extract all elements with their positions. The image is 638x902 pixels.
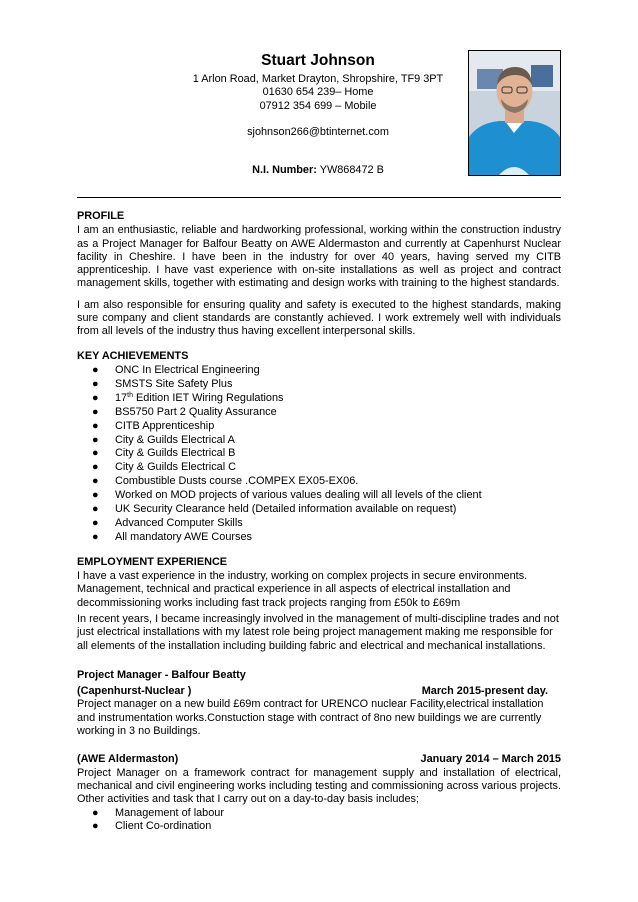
bullet-icon: ● <box>92 419 99 432</box>
job1-site: (Capenhurst-Nuclear ) <box>77 685 192 698</box>
profile-photo-image <box>469 51 560 175</box>
bullet-icon: ● <box>92 530 99 543</box>
list-item-text: Management of labour <box>115 806 224 819</box>
job1-header <box>77 685 561 698</box>
list-item <box>77 364 561 378</box>
achievements-heading: KEY ACHIEVEMENTS <box>77 349 189 362</box>
list-item <box>77 378 561 392</box>
bullet-icon: ● <box>92 405 99 418</box>
list-item-text: Edition IET Wiring Regulations <box>132 391 284 404</box>
phone-home: 01630 654 239– Home <box>262 86 374 99</box>
list-item <box>77 461 561 475</box>
employment-paragraph-2: In recent years, I became increasingly involved in the management of multi-discipline trades and not just electrical installations with my latest role being project management making me responsible for all elements of the installation including building fabric and electrical and mechanical installations. <box>77 612 559 652</box>
list-item-text: UK Security Clearance held (Detailed information available on request) <box>115 503 457 516</box>
cv-body <box>77 210 561 834</box>
email: sjohnson266@btinternet.com <box>247 126 389 139</box>
bullet-icon: ● <box>92 447 99 460</box>
bullet-icon: ● <box>92 806 99 819</box>
list-item <box>77 420 561 434</box>
bullet-icon: ● <box>92 820 99 833</box>
phone-mobile: 07912 354 699 – Mobile <box>259 99 377 112</box>
list-item-text: Worked on MOD projects of various values dealing will all levels of the client <box>115 489 482 502</box>
employment-heading: EMPLOYMENT EXPERIENCE <box>77 555 228 568</box>
list-item-text: City & Guilds Electrical A <box>115 433 235 446</box>
list-item <box>77 434 561 448</box>
job2-site: (AWE Aldermaston) <box>77 753 179 766</box>
superscript: th <box>127 391 133 399</box>
list-item-text: All mandatory AWE Courses <box>115 530 252 543</box>
list-item <box>77 392 561 406</box>
job2-header <box>77 753 561 766</box>
list-item <box>77 406 561 420</box>
list-item <box>77 503 561 517</box>
profile-photo <box>468 50 561 176</box>
list-item-text: ONC In Electrical Engineering <box>115 363 260 376</box>
list-item-text: City & Guilds Electrical C <box>115 461 237 474</box>
list-item <box>77 489 561 503</box>
list-item-text: SMSTS Site Safety Plus <box>115 377 233 390</box>
list-item-text: CITB Apprenticeship <box>115 419 215 432</box>
bullet-icon: ● <box>92 503 99 516</box>
list-item <box>77 475 561 489</box>
header-divider <box>77 197 561 198</box>
profile-paragraph-2: I am also responsible for ensuring quality and safety is executed to the highest standards, making sure company and client standards are constantly achieved. I work extremely well with individuals from all levels of the industry thus having excellent interpersonal skills. <box>77 298 561 338</box>
job2-list <box>77 807 561 835</box>
bullet-icon: ● <box>92 489 99 502</box>
ni-number <box>186 164 450 177</box>
bullet-icon: ● <box>92 475 99 488</box>
list-item-text: Advanced Computer Skills <box>115 516 243 529</box>
profile-heading: PROFILE <box>77 210 125 222</box>
list-item <box>77 807 561 821</box>
address: 1 Arlon Road, Market Drayton, Shropshire, TF9 3PT <box>192 73 444 85</box>
achievements-list <box>77 364 561 545</box>
bullet-icon: ● <box>92 433 99 446</box>
list-item-text: Combustible Dusts course .COMPEX EX05-EX06. <box>115 475 359 488</box>
list-item <box>77 517 561 531</box>
profile-paragraph-1: I am an enthusiastic, reliable and hardworking professional, working within the construction industry as a Project Manager for Balfour Beatty on AWE Aldermaston and currently at Capenhurst Nuclear facility in Cheshire. I have been in the industry for over 40 years, having served my CITB apprenticeship. I have vast experience with on-site installations as well as project and contract management skills, together with estimating and design works with training to the highest standards. <box>77 224 561 290</box>
job1-title: Project Manager - Balfour Beatty <box>77 668 246 681</box>
list-item <box>77 820 561 834</box>
job1-dates: March 2015-present day. <box>421 685 548 698</box>
list-item-text: BS5750 Part 2 Quality Assurance <box>115 405 277 418</box>
bullet-icon: ● <box>92 516 99 529</box>
cv-header <box>186 52 450 177</box>
bullet-icon: ● <box>92 363 99 376</box>
candidate-name: Stuart Johnson <box>261 52 375 69</box>
job1-description: Project manager on a new build £69m contract for URENCO nuclear Facility,electrical installation and instrumentation works.Constuction stage with contract of 8no new buildings we are currently working in 3 no Buildings. <box>77 698 544 738</box>
list-item-text: City & Guilds Electrical B <box>115 447 236 460</box>
list-item-text: 17 <box>115 391 128 404</box>
ni-value: YW868472 B <box>319 163 384 176</box>
list-item <box>77 447 561 461</box>
job2-dates: January 2014 – March 2015 <box>420 753 561 766</box>
bullet-icon: ● <box>92 377 99 390</box>
ni-label: N.I. Number: <box>252 163 317 176</box>
bullet-icon: ● <box>92 391 99 404</box>
job2-description: Project Manager on a framework contract for management supply and installation of electrical, mechanical and civil engineering works including testing and commissioning across various projects. Other activities and task that I carry out on a day-to-day basis includes; <box>77 766 561 806</box>
bullet-icon: ● <box>92 461 99 474</box>
list-item-text: Client Co-ordination <box>115 820 212 833</box>
list-item <box>77 531 561 545</box>
employment-paragraph-1: I have a vast experience in the industry, working on complex projects in secure environments. Management, technical and practical experience in all aspects of electrical installation and decommissioning works including fast track projects ranging from £50k to £69m <box>77 570 528 609</box>
